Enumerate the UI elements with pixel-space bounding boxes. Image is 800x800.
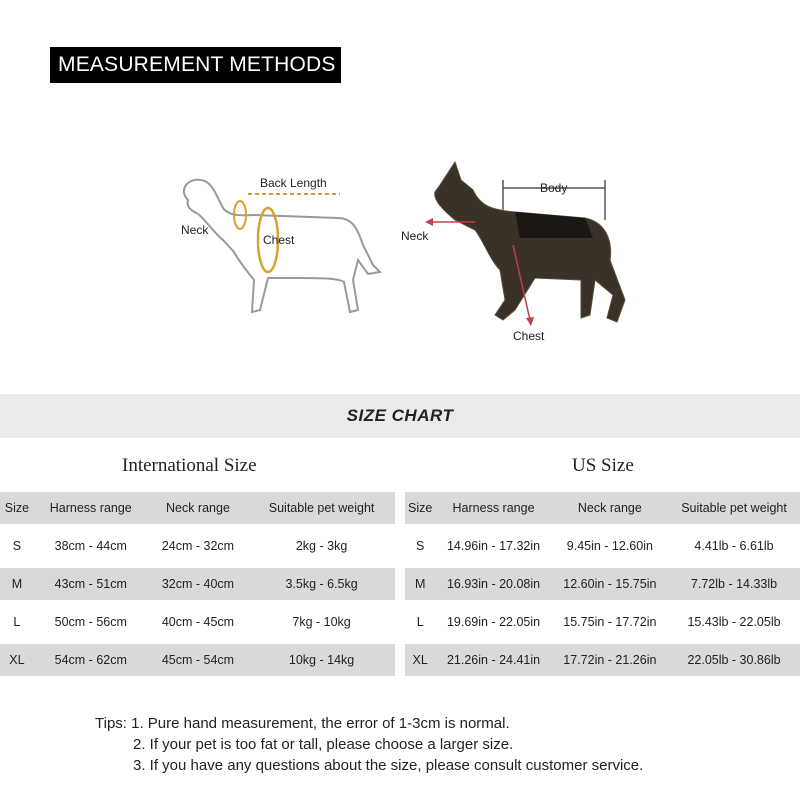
page-title: MEASUREMENT METHODS xyxy=(50,47,341,83)
cell-neck: 9.45in - 12.60in xyxy=(552,530,668,562)
cell-harness: 38cm - 44cm xyxy=(34,530,148,562)
cell-weight: 15.43lb - 22.05lb xyxy=(668,606,800,638)
cell-size: S xyxy=(0,530,34,562)
cell-weight: 10kg - 14kg xyxy=(248,644,395,676)
header-size: Size xyxy=(405,492,435,524)
shepherd-silhouette-icon xyxy=(435,162,625,322)
cell-size: XL xyxy=(0,644,34,676)
cell-size: L xyxy=(0,606,34,638)
size-chart-band xyxy=(0,394,800,438)
cell-size: S xyxy=(405,530,435,562)
chest-label-right: Chest xyxy=(513,329,545,343)
cell-neck: 12.60in - 15.75in xyxy=(552,568,668,600)
header-neck: Neck range xyxy=(552,492,668,524)
cell-neck: 32cm - 40cm xyxy=(148,568,248,600)
table-row xyxy=(405,644,800,676)
tips-section xyxy=(95,713,643,776)
back-length-label: Back Length xyxy=(260,176,327,190)
cell-neck: 15.75in - 17.72in xyxy=(552,606,668,638)
tips-prefix: Tips: xyxy=(95,715,127,732)
header-weight: Suitable pet weight xyxy=(668,492,800,524)
cell-neck: 17.72in - 21.26in xyxy=(552,644,668,676)
tip-line xyxy=(95,755,643,776)
table-row xyxy=(405,530,800,562)
table-row xyxy=(0,530,395,562)
neck-label-right: Neck xyxy=(401,229,429,243)
header-weight: Suitable pet weight xyxy=(248,492,395,524)
cell-neck: 24cm - 32cm xyxy=(148,530,248,562)
international-size-title: International Size xyxy=(122,455,257,476)
tip-line xyxy=(95,734,643,755)
table-row xyxy=(405,606,800,638)
cell-harness: 50cm - 56cm xyxy=(34,606,148,638)
tip-item: 2. If your pet is too fat or tall, please choose a larger size. xyxy=(133,736,514,753)
cell-harness: 21.26in - 24.41in xyxy=(435,644,551,676)
cell-harness: 43cm - 51cm xyxy=(34,568,148,600)
neck-label: Neck xyxy=(181,223,209,237)
cell-harness: 19.69in - 22.05in xyxy=(435,606,551,638)
table-header-row xyxy=(405,492,800,524)
table-row xyxy=(0,644,395,676)
cell-size: XL xyxy=(405,644,435,676)
us-size-table xyxy=(405,486,800,682)
cell-neck: 45cm - 54cm xyxy=(148,644,248,676)
dog-outline-diagram xyxy=(168,160,388,340)
cell-weight: 4.41lb - 6.61lb xyxy=(668,530,800,562)
cell-size: L xyxy=(405,606,435,638)
cell-weight: 2kg - 3kg xyxy=(248,530,395,562)
cell-harness: 54cm - 62cm xyxy=(34,644,148,676)
size-chart-title: SIZE CHART xyxy=(346,406,454,425)
header-harness: Harness range xyxy=(34,492,148,524)
tip-item: 1. Pure hand measurement, the error of 1-3cm is normal. xyxy=(131,715,510,732)
header-neck: Neck range xyxy=(148,492,248,524)
header-size: Size xyxy=(0,492,34,524)
cell-size: M xyxy=(405,568,435,600)
cell-weight: 3.5kg - 6.5kg xyxy=(248,568,395,600)
tip-item: 3. If you have any questions about the size, please consult customer service. xyxy=(133,757,644,774)
table-row xyxy=(0,568,395,600)
cell-weight: 7.72lb - 14.33lb xyxy=(668,568,800,600)
international-size-table xyxy=(0,486,395,682)
us-size-title: US Size xyxy=(572,455,634,476)
body-label: Body xyxy=(540,181,568,195)
cell-harness: 16.93in - 20.08in xyxy=(435,568,551,600)
chest-label: Chest xyxy=(263,233,295,247)
tip-line xyxy=(95,713,643,734)
cell-neck: 40cm - 45cm xyxy=(148,606,248,638)
table-row xyxy=(405,568,800,600)
cell-size: M xyxy=(0,568,34,600)
cell-weight: 22.05lb - 30.86lb xyxy=(668,644,800,676)
table-header-row xyxy=(0,492,395,524)
cell-weight: 7kg - 10kg xyxy=(248,606,395,638)
shepherd-diagram xyxy=(395,150,645,350)
table-row xyxy=(0,606,395,638)
header-harness: Harness range xyxy=(435,492,551,524)
cell-harness: 14.96in - 17.32in xyxy=(435,530,551,562)
